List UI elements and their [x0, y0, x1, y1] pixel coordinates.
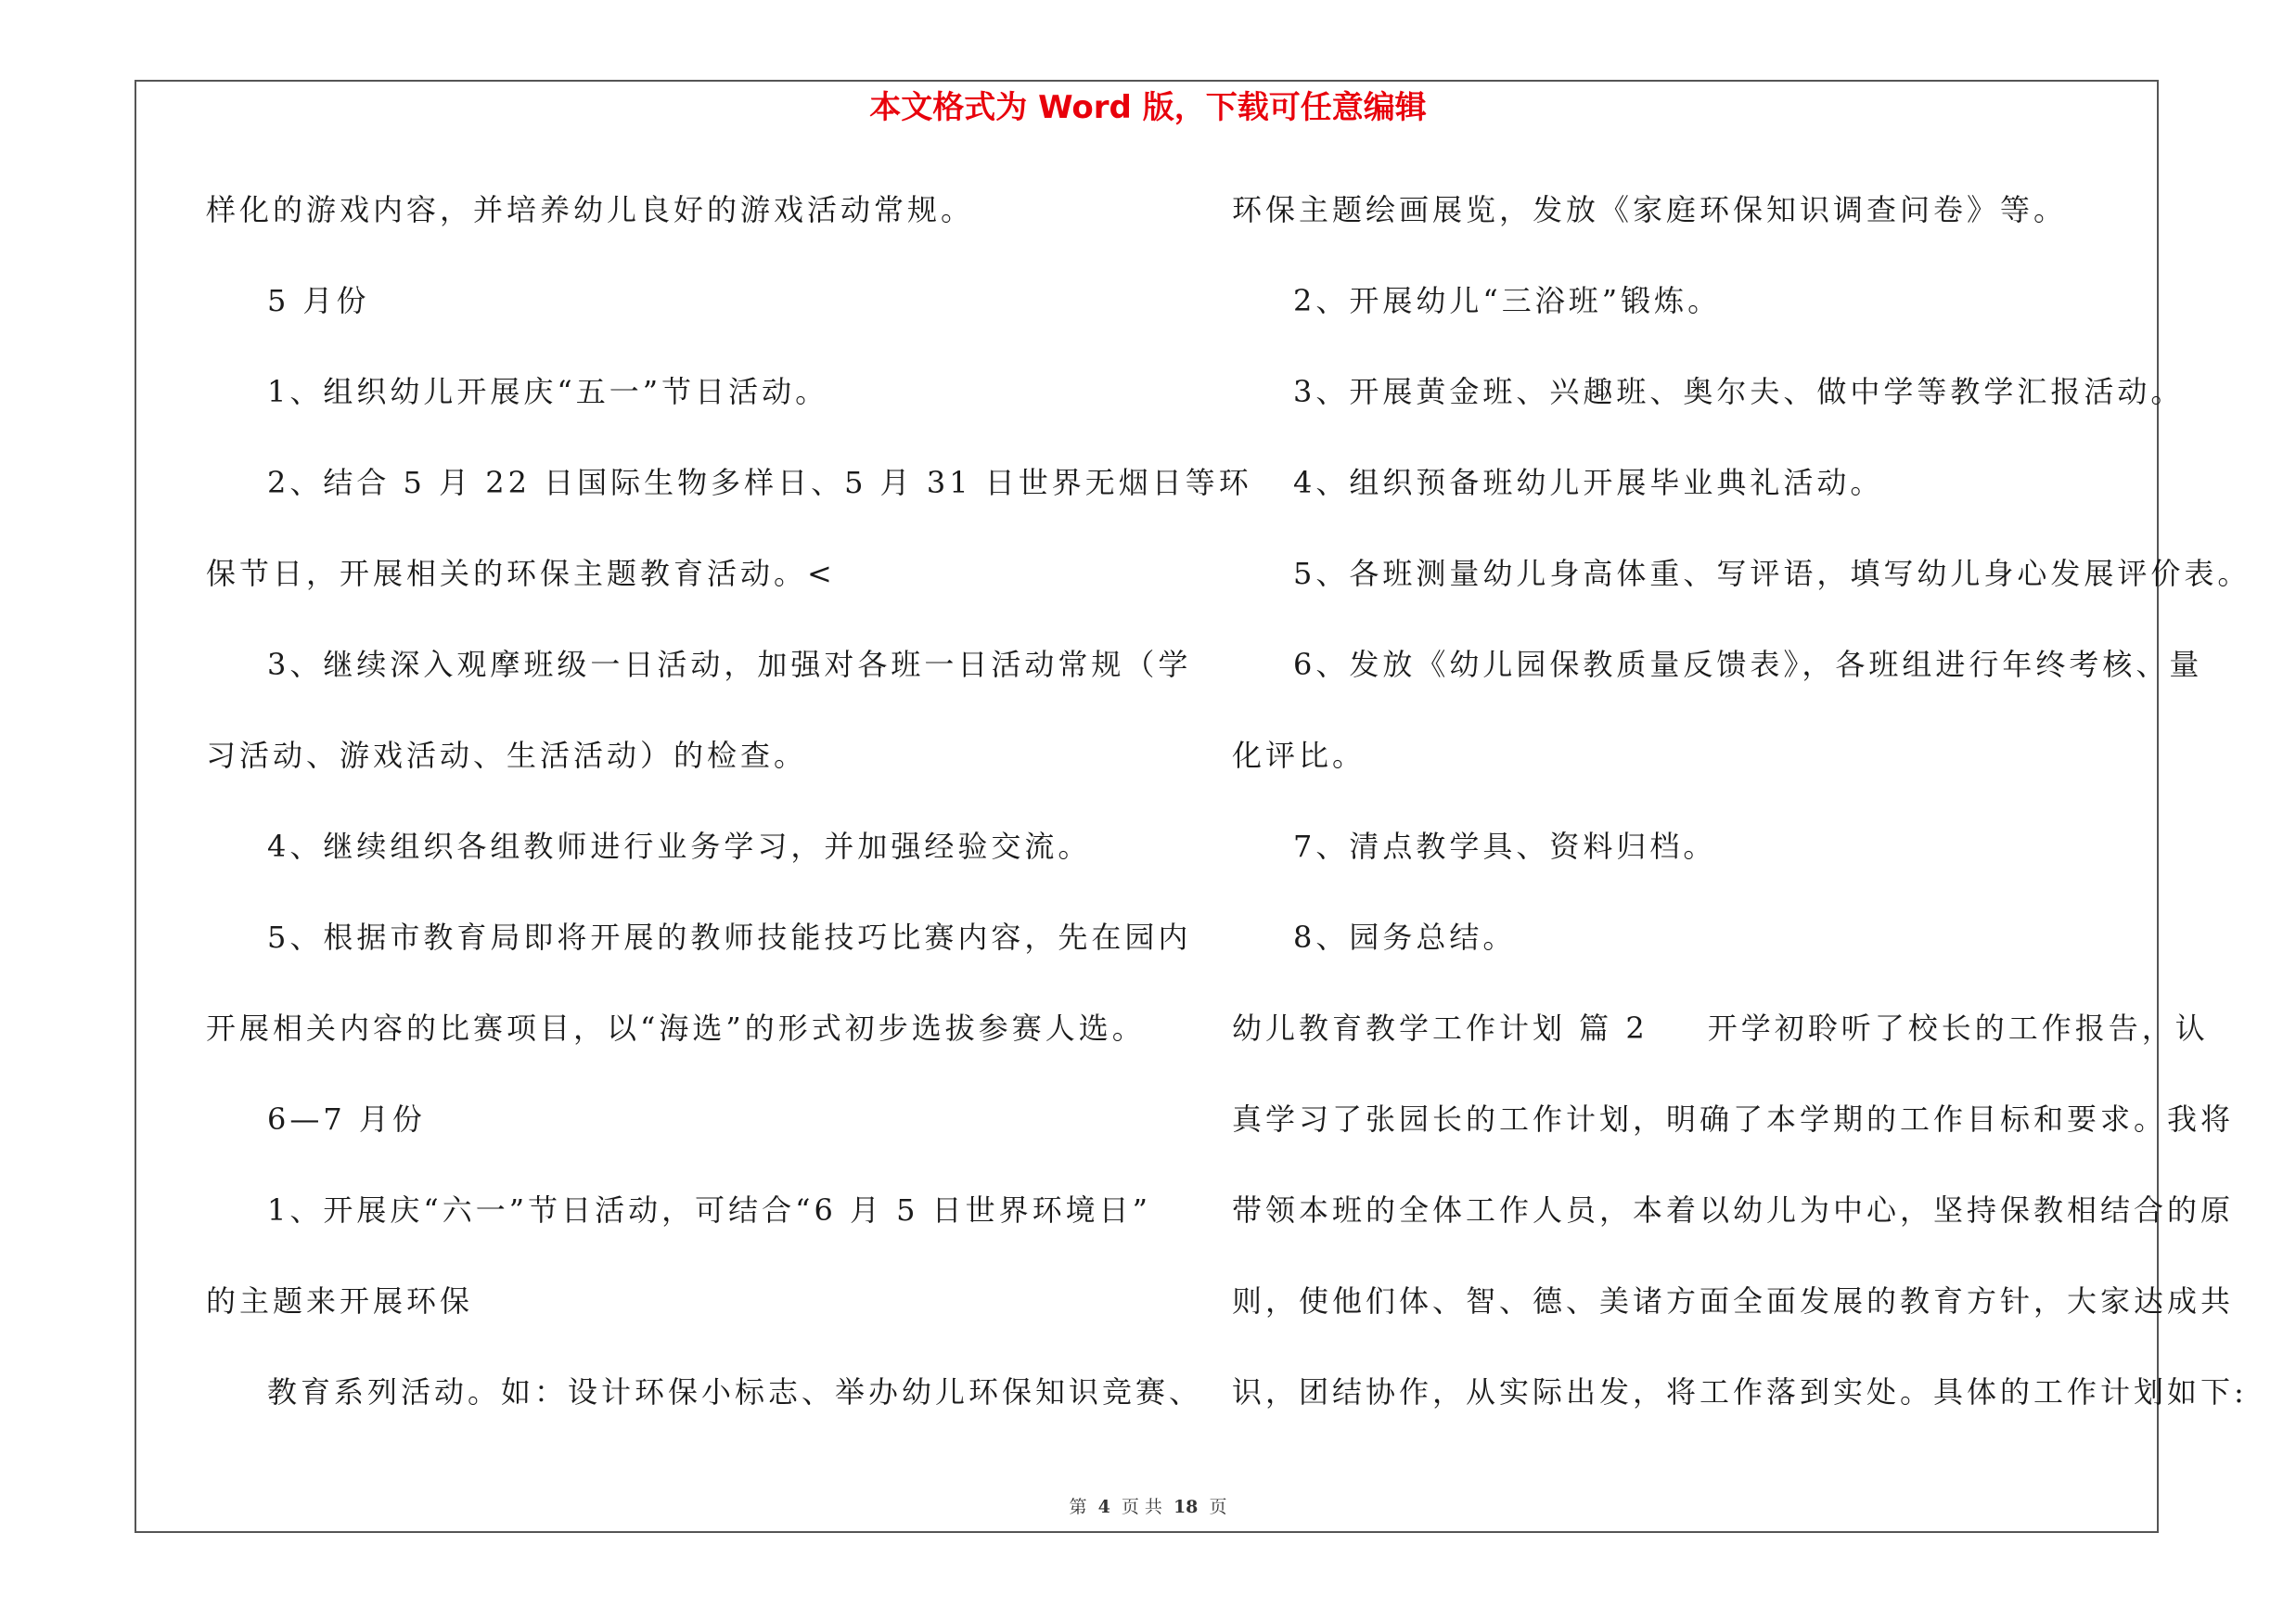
document-header-title: 本文格式为 Word 版，下载可任意编辑 — [869, 89, 1427, 126]
paragraph-line: 4、继续组织各组教师进行业务学习，并加强经验交流。 — [267, 829, 1092, 864]
current-page-number: 4 — [1097, 1497, 1110, 1517]
footer-suffix: 页 — [1209, 1497, 1227, 1517]
paragraph-line: 习活动、游戏活动、生活活动）的检查。 — [206, 738, 808, 773]
paragraph-line: 真学习了张园长的工作计划，明确了本学期的工作目标和要求。我将 — [1232, 1101, 2235, 1137]
paragraph-line: 带领本班的全体工作人员，本着以幼儿为中心，坚持保教相结合的原 — [1232, 1192, 2235, 1228]
paragraph-line: 保节日，开展相关的环保主题教育活动。< — [206, 556, 836, 591]
paragraph-line: 的主题来开展环保 — [206, 1283, 474, 1319]
paragraph-line: 3、开展黄金班、兴趣班、奥尔夫、做中学等教学汇报活动。 — [1293, 374, 2185, 409]
paragraph-line: 3、继续深入观摩班级一日活动，加强对各班一日活动常规（学 — [267, 647, 1192, 682]
total-pages-number: 18 — [1173, 1497, 1199, 1517]
paragraph-line: 化评比。 — [1232, 738, 1366, 773]
paragraph-line: 7、清点教学具、资料归档。 — [1293, 829, 1717, 864]
paragraph-line: 5、各班测量幼儿身高体重、写评语，填写幼儿身心发展评价表。 — [1293, 556, 2251, 591]
paragraph-line: 识，团结协作，从实际出发，将工作落到实处。具体的工作计划如下: — [1232, 1374, 2248, 1410]
footer-middle: 页 共 — [1121, 1497, 1162, 1517]
paragraph-line: 6—7 月份 — [267, 1101, 426, 1137]
paragraph-line: 开展相关内容的比赛项目，以“海选”的形式初步选拔参赛人选。 — [206, 1011, 1146, 1046]
paragraph-line: 环保主题绘画展览，发放《家庭环保知识调查问卷》等。 — [1232, 192, 2068, 227]
paragraph-line: 则，使他们体、智、德、美诸方面全面发展的教育方针，大家达成共 — [1232, 1283, 2235, 1319]
paragraph-line: 教育系列活动。如：设计环保小标志、举办幼儿环保知识竞赛、 — [267, 1374, 1203, 1410]
paragraph-line: 6、发放《幼儿园保教质量反馈表》，各班组进行年终考核、量 — [1293, 647, 2203, 682]
section-heading-line — [1232, 1002, 2209, 1093]
footer-prefix: 第 — [1069, 1497, 1087, 1517]
paragraph-line: 5 月份 — [267, 283, 370, 318]
page-footer — [0, 1494, 2296, 1520]
paragraph-line: 8、园务总结。 — [1293, 920, 1517, 955]
paragraph-line: 4、组织预备班幼儿开展毕业典礼活动。 — [1293, 465, 1884, 500]
left-text-column — [206, 184, 1252, 1457]
paragraph-line: 1、组织幼儿开展庆“五一”节日活动。 — [267, 374, 829, 409]
paragraph-line: 2、开展幼儿“三浴班”锻炼。 — [1293, 283, 1722, 318]
section-heading: 幼儿教育教学工作计划 篇 2 — [1232, 1011, 1648, 1046]
right-text-column — [1232, 184, 2251, 1457]
paragraph-line: 2、结合 5 月 22 日国际生物多样日、5 月 31 日世界无烟日等环 — [267, 465, 1252, 500]
paragraph-line: 5、根据市教育局即将开展的教师技能技巧比赛内容，先在园内 — [267, 920, 1192, 955]
section-first-line: 开学初聆听了校长的工作报告，认 — [1707, 1011, 2209, 1046]
paragraph-line: 样化的游戏内容，并培养幼儿良好的游戏活动常规。 — [206, 192, 975, 227]
paragraph-line: 1、开展庆“六一”节日活动，可结合“6 月 5 日世界环境日” — [267, 1192, 1152, 1228]
